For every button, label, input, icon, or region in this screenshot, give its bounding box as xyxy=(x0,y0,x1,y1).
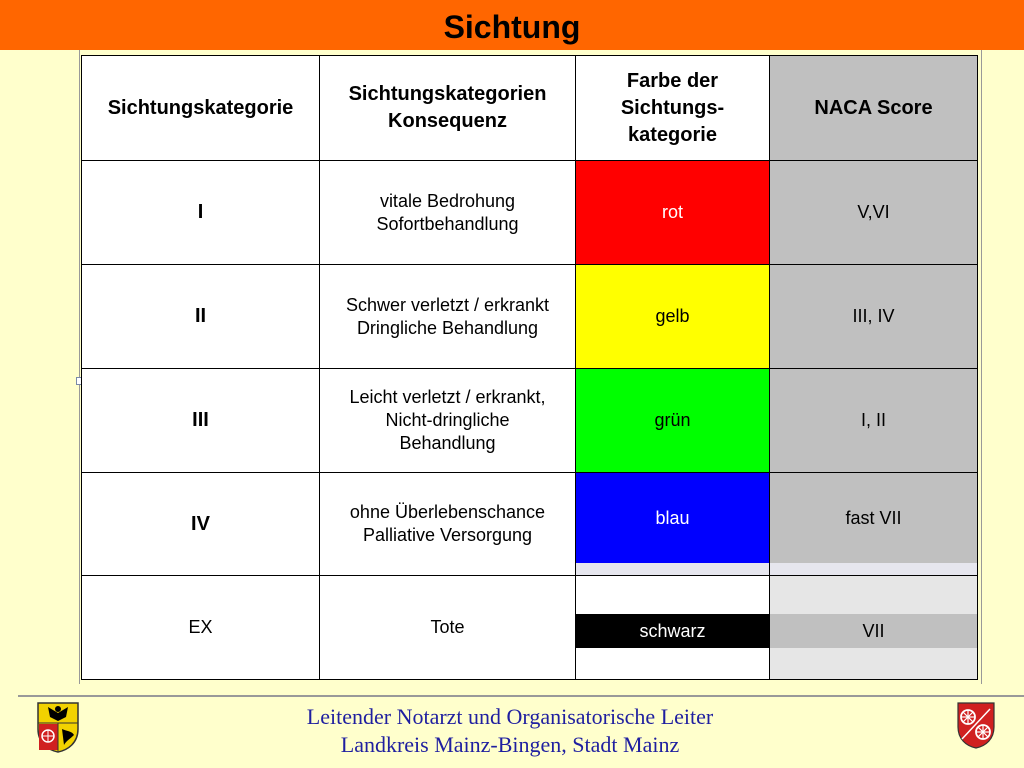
row-naca-label: V,VI xyxy=(857,202,890,222)
row-category-cell xyxy=(82,576,319,679)
header-naca xyxy=(770,56,977,160)
row-category-cell xyxy=(82,369,319,472)
row-category-label: EX xyxy=(188,617,213,637)
row-color-label: grün xyxy=(654,410,691,430)
header-color-line: Sichtungs- xyxy=(620,96,725,119)
row-color-cell xyxy=(576,265,769,368)
row-consequence-cell xyxy=(320,161,575,264)
header-consequence-line: Konsequenz xyxy=(388,110,507,132)
row-consequence-cell xyxy=(320,473,575,575)
footer-text xyxy=(210,703,810,759)
row-consequence-line: vitale Bedrohung xyxy=(379,190,516,211)
row-consequence-cell xyxy=(320,369,575,472)
color-strip-light xyxy=(576,563,977,575)
row-category-label: III xyxy=(192,409,209,431)
triage-table xyxy=(81,55,978,680)
row-color-label: blau xyxy=(655,507,690,528)
row-consequence-line: Tote xyxy=(430,617,465,637)
row-color-cell xyxy=(576,161,769,264)
row-consequence-line: ohne Überlebenschance xyxy=(349,502,546,522)
coat-of-arms-left-icon xyxy=(36,701,80,753)
header-category xyxy=(82,56,319,160)
row-consequence-line: Palliative Versorgung xyxy=(362,525,533,545)
header-consequence-line: Sichtungskategorien xyxy=(348,83,547,105)
row-color-cell xyxy=(576,614,769,648)
row-color-label: schwarz xyxy=(639,620,706,641)
row-naca-label: VII xyxy=(862,620,885,641)
row-naca-label: III, IV xyxy=(852,306,895,326)
row-consequence-line: Schwer verletzt / erkrankt xyxy=(345,294,550,315)
header-color-line: kategorie xyxy=(628,123,717,146)
row-naca-label: I, II xyxy=(860,410,886,430)
row-color-cell xyxy=(576,473,769,563)
row-consequence-line: Dringliche Behandlung xyxy=(356,317,539,338)
header-naca-label: NACA Score xyxy=(814,96,933,119)
header-color-line: Farbe der xyxy=(626,69,719,92)
row-naca-label: fast VII xyxy=(845,507,902,528)
row-category-label: I xyxy=(197,201,204,223)
row-consequence-line: Behandlung xyxy=(399,433,496,453)
row-category-label: IV xyxy=(191,512,210,535)
row-consequence-line: Leicht verletzt / erkrankt, xyxy=(349,387,546,407)
row-category-label: II xyxy=(194,305,207,327)
row-consequence-line: Nicht-dringliche xyxy=(385,410,510,430)
row-consequence-cell xyxy=(320,576,575,679)
footer-divider xyxy=(18,695,1024,697)
row-naca-cell xyxy=(770,161,977,264)
row-consequence-line: Sofortbehandlung xyxy=(376,213,519,234)
row-naca-cell xyxy=(770,265,977,368)
header-category-label: Sichtungskategorie xyxy=(107,96,294,119)
row-category-cell xyxy=(82,161,319,264)
slide-title: Sichtung xyxy=(443,9,581,45)
coat-of-arms-right-icon xyxy=(956,701,996,749)
row-category-cell xyxy=(82,265,319,368)
row-color-cell xyxy=(576,369,769,472)
row-naca-cell xyxy=(770,614,977,648)
row-color-label: gelb xyxy=(655,306,690,326)
row-naca-cell xyxy=(770,473,977,563)
row-color-label: rot xyxy=(661,202,683,222)
header-color xyxy=(576,56,769,160)
row-category-cell xyxy=(82,473,319,575)
row-naca-cell xyxy=(770,369,977,472)
header-consequence xyxy=(320,56,575,160)
footer-line-2: Landkreis Mainz-Bingen, Stadt Mainz xyxy=(340,732,680,757)
footer-line-1: Leitender Notarzt und Organisatorische Leiter xyxy=(306,704,714,729)
row-consequence-cell xyxy=(320,265,575,368)
